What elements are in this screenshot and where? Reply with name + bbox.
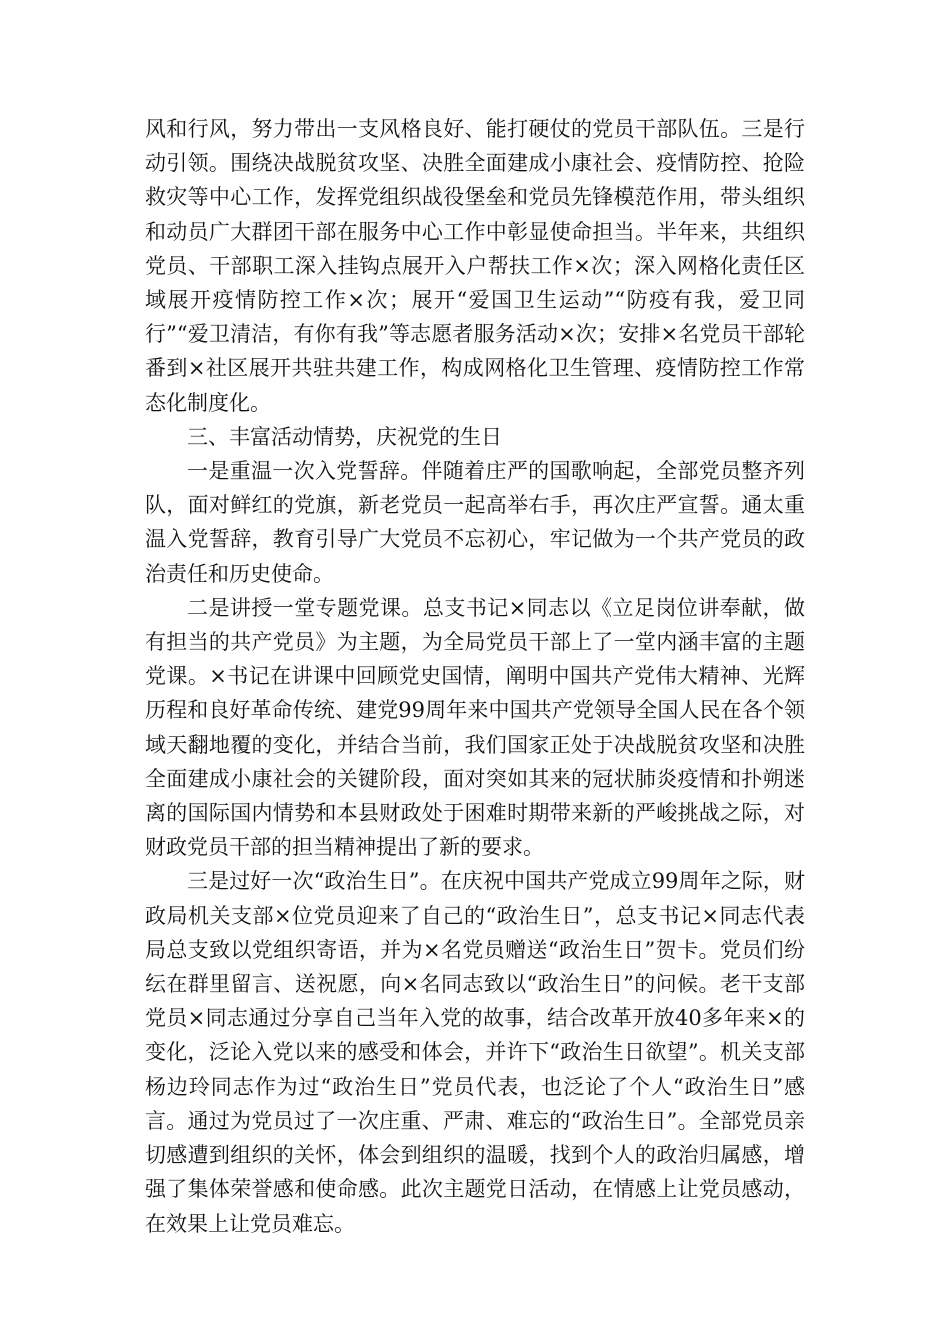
section-heading-3: 三、丰富活动情势，庆祝党的生日 (187, 424, 502, 449)
paragraph-continued: 风和行风，努力带出一支风格良好、能打硬仗的党员干部队伍。三是行动引领。围绕决战脱贫攻坚、决胜全面建成小康社会、疫情防控、抢险救灾等中心工作，发挥党组织战役堡垒和党员先锋模范作用，带头组织和动员广大群团干部在服务中心工作中彰显使命担当。半年来，共组织党员、干部职工深入挂钩点展开入户帮扶工作×次；深入网格化责任区域展开疫情防控工作×次；展开“爱国卫生运动”“防疫有我，爱卫同行”“爱卫清洁，有你有我”等志愿者服务活动×次；安排×名党员干部轮番到×社区展开共驻共建工作，构成网格化卫生管理、疫情防控工作常态化制度化。 (145, 117, 805, 415)
document-body (145, 112, 805, 1241)
paragraph-oath: 一是重温一次入党誓辞。伴随着庄严的国歌响起，全部党员整齐列队，面对鲜红的党旗，新老党员一起高举右手，再次庄严宣誓。通太重温入党誓辞，教育引导广大党员不忘初心，牢记做为一个共产党员的政治责任和历史使命。 (145, 459, 805, 586)
paragraph-party-lecture: 二是讲授一堂专题党课。总支书记×同志以《立足岗位讲奉献，做有担当的共产党员》为主题，为全局党员干部上了一堂内涵丰富的主题党课。×书记在讲课中回顾党史国情，阐明中国共产党伟大精神、光辉历程和良好革命传统、建党99周年来中国共产党领导全国人民在各个领域天翻地覆的变化，并结合当前，我们国家正处于决战脱贫攻坚和决胜全面建成小康社会的关键阶段，面对突如其来的冠状肺炎疫情和扑朔迷离的国际国内情势和本县财政处于困难时期带来新的严峻挑战之际，对财政党员干部的担当精神提出了新的要求。 (145, 595, 805, 860)
paragraph-political-birthday: 三是过好一次“政治生日”。在庆祝中国共产党成立99周年之际，财政局机关支部×位党员迎来了自己的“政治生日”，总支书记×同志代表局总支致以党组织寄语，并为×名党员赠送“政治生日”贺卡。党员们纷纭在群里留言、送祝愿，向×名同志致以“政治生日”的问候。老干支部党员×同志通过分享自己当年入党的故事，结合改革开放40多年来×的变化，泛论入党以来的感受和体会，并许下“政治生日欲望”。机关支部杨边玲同志作为过“政治生日”党员代表，也泛论了个人“政治生日”感言。通过为党员过了一次庄重、严肃、难忘的“政治生日”。全部党员亲切感遭到组织的关怀，体会到组织的温暖，找到个人的政治归属感，增强了集体荣誉感和使命感。此次主题党日活动，在情感上让党员感动，在效果上让党员难忘。 (145, 869, 805, 1236)
